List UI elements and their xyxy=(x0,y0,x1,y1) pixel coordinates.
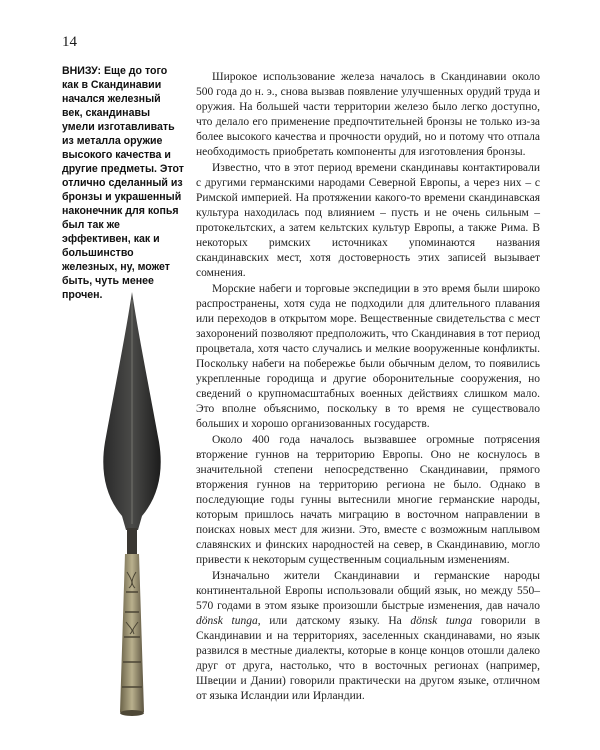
spear-neck xyxy=(127,528,137,554)
figure-caption xyxy=(62,64,184,302)
paragraph-1: Широкое использование железа началось в Скандинавии около 500 года до н. э., снова вызвав появление улучшенных орудий труда и оружия. На большей части территории железо было легко доступно, что делало его применение предпочтительней бронзы не только из-за более высокого качества и прочности орудий, но и потому что отпала необходимость приобретать компоненты для изготовления бронзы. xyxy=(196,71,540,158)
paragraph-4: Около 400 года началось вызвавшее огромные потрясения вторжение гуннов на территорию Европы. Оно не коснулось в значительной степени непосредственно Скандинавии, прямого вторжения гуннов на территорию региона не было. Однако в последующие годы гунны вытеснили многие германские народы, которым пришлось начать миграцию в восточном направлении в поисках новых мест для жизни. Это, вместе с возможным наплывом славянских и финских народностей на север, в Скандинавию, могло привести к некоторым существенным социальным изменениям. xyxy=(196,434,540,566)
term-donsk-tunga-2: dönsk tunga xyxy=(410,615,473,627)
paragraph-2: Известно, что в этот период времени скандинавы контактировали с другими германскими народами Северной Европы, а через них – с Римской империей. На протяжении какого-то времени скандинавская культура находилась под влиянием – пусть и не очень сильным – протокельтских, а затем кельтских культур Европы, а также Рима. В некоторых римских источниках упоминаются названия скандинавских мест, хотя достоверность этих записей вызывает сомнения. xyxy=(196,162,540,279)
paragraph-3: Морские набеги и торговые экспедиции в это время были широко распространены, хотя суда не подходили для длительного плавания или переходов в открытом море. Вещественные свидетельства с мест захоронений позволяют предположить, что Скандинавия в тот период процветала, хотя часто случались и мелкие вооруженные конфликты. Поскольку набеги на побережье были обычным делом, то появились укрепленные городища и другие оборонительные сооружения, но сведений о крупномасштабных военных действиях слишком мало. Это вполне объяснимо, поскольку в то время не существовало больших и хорошо организованных государств. xyxy=(196,283,540,430)
caption-text: Еще до того как в Скандинавии начался железный век, скандинавы умели изготавливать из металла оружие высокого качества и другие предметы. Этот отлично сделанный из бронзы и украшенный наконечник для копья был так же эффективен, как и большинство железных, ну, может быть, чуть менее прочен. xyxy=(62,65,184,301)
term-donsk-tunga: dönsk tunga xyxy=(196,615,258,627)
paragraph-5: Изначально жители Скандинавии и германские народы континентальной Европы использовали общий язык, но между 550–570 годами в этом языке произошли быстрые изменения, дав начало dönsk tunga, или датскому языку. На dönsk tunga говорили в Скандинавии и на территориях, заселенных скандинавами, но язык развился в местные диалекты, которые в конце концов отошли далеко друг от друга, настолько, что в восточных регионах (например, Швеции и Дании) говорили практически на другом языке, отличном от языка Исландии или Ирландии. xyxy=(196,570,541,702)
spearhead-illustration xyxy=(96,292,168,724)
spear-socket xyxy=(120,554,144,712)
body-text xyxy=(196,70,540,705)
page-number: 14 xyxy=(62,34,77,50)
caption-lead: ВНИЗУ: xyxy=(62,65,102,77)
